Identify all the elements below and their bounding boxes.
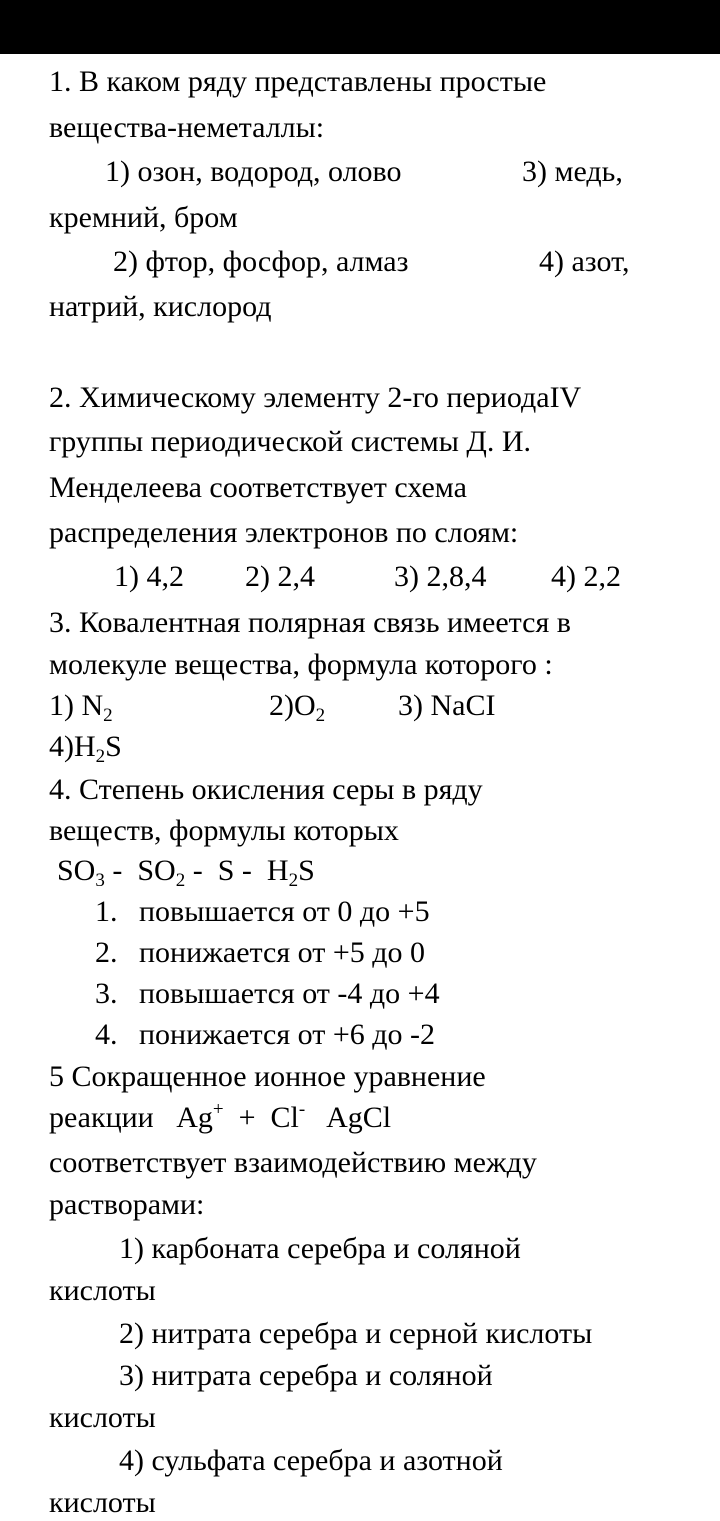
- q2-line4: распределения электронов по слоям:: [49, 516, 519, 549]
- q4-formula-series: $SO_3 - SO_2$ - S - $H_2S$: [57, 854, 315, 891]
- q2-option-1: 1) 4,2: [114, 560, 184, 593]
- q1-option-3: 3) медь,: [522, 155, 623, 188]
- q3-line2: молекуле вещества, формула которого :: [49, 648, 553, 681]
- q2-line3: Менделеева соответствует схема: [49, 471, 467, 504]
- q5-option-4: 4) сульфата серебра и азотной: [119, 1444, 503, 1477]
- q4-option-3: 3. повышается от -4 до +4: [95, 977, 440, 1010]
- q1-line1: 1. В каком ряду представлены простые: [49, 65, 547, 98]
- q5-line3: соответствует взаимодействию между: [49, 1146, 537, 1179]
- q1-option-2: 2) фтор, фосфор, алмаз: [113, 245, 409, 278]
- q3-option-1: 1) $N_2$: [49, 689, 113, 726]
- q3-line1: 3. Ковалентная полярная связь имеется в: [49, 606, 571, 639]
- q4-option-2: 2. понижается от +5 до 0: [95, 936, 426, 969]
- q5-option-3-cont: кислоты: [49, 1401, 156, 1434]
- q3-option-3: 3) NaCI: [398, 689, 496, 722]
- q2-option-4: 4) 2,2: [551, 560, 621, 593]
- q5-option-1-cont: кислоты: [49, 1274, 156, 1307]
- q1-option-1: 1) озон, водород, олово: [105, 155, 402, 188]
- q1-line2: вещества-неметаллы:: [49, 111, 325, 144]
- q5-option-3: 3) нитрата серебра и соляной: [119, 1359, 493, 1392]
- q2-option-2: 2) 2,4: [245, 560, 315, 593]
- q5-option-4-cont: кислоты: [49, 1486, 156, 1519]
- q4-option-4: 4. понижается от +6 до -2: [95, 1018, 436, 1051]
- q4-line1: 4. Степень окисления серы в ряду: [49, 773, 483, 806]
- q2-option-3: 3) 2,8,4: [394, 560, 487, 593]
- q5-ionic-equation: реакции Ag+ + Cl- AgCl: [49, 1099, 392, 1134]
- q2-line1: 2. Химическому элементу 2-го периодаIV: [49, 381, 582, 414]
- q4-line2: веществ, формулы которых: [49, 814, 399, 847]
- q1-option-3-cont: кремний, бром: [49, 201, 238, 234]
- q1-option-4: 4) азот,: [539, 245, 630, 278]
- q5-line4: растворами:: [49, 1188, 205, 1221]
- q4-option-1: 1. повышается от 0 до +5: [95, 895, 430, 928]
- q1-option-4-cont: натрий, кислород: [49, 290, 272, 323]
- q2-line2: группы периодической системы Д. И.: [49, 425, 532, 458]
- q3-option-2: $2)O_2$: [269, 689, 326, 726]
- top-black-bar: [0, 0, 720, 54]
- q3-option-4: $4)H_2S$: [49, 730, 122, 767]
- q5-line1: 5 Сокращенное ионное уравнение: [49, 1060, 486, 1093]
- q5-option-1: 1) карбоната серебра и соляной: [119, 1232, 521, 1265]
- q5-option-2: 2) нитрата серебра и серной кислоты: [119, 1317, 593, 1350]
